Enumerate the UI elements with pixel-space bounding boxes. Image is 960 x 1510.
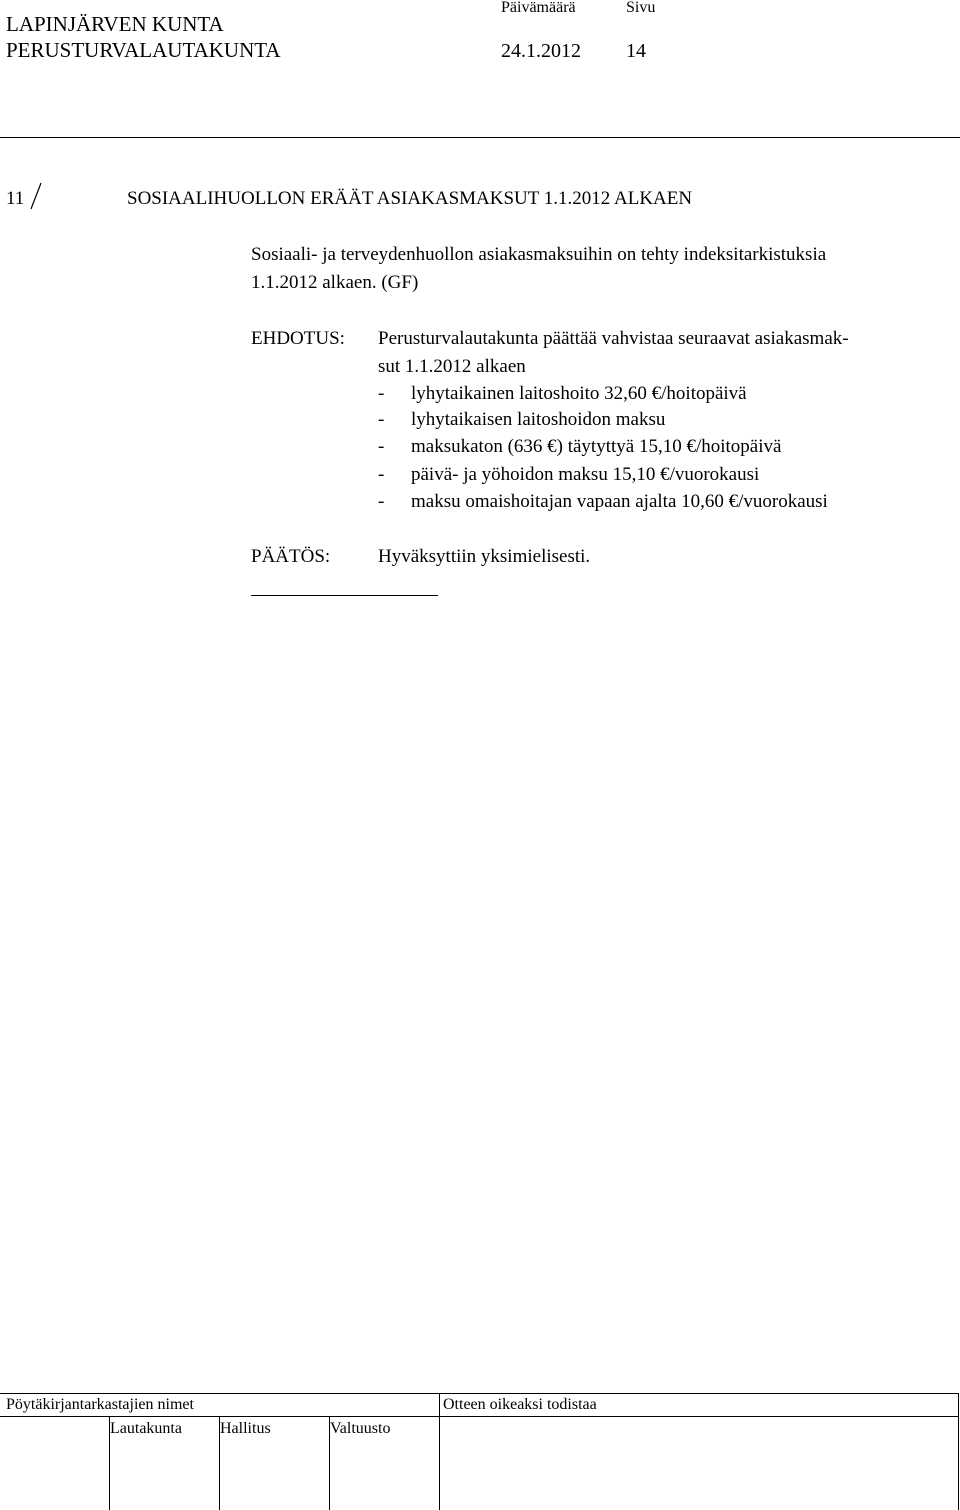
column-lautakunta: Lautakunta	[110, 1420, 182, 1437]
fee-item-text: lyhytaikainen laitoshoito 32,60 €/hoitopäivä	[411, 383, 747, 404]
intro-line-2: 1.1.2012 alkaen. (GF)	[251, 272, 419, 293]
page-number: 14	[626, 40, 646, 62]
fee-item-dash: -	[378, 436, 385, 457]
fee-item-dash: -	[378, 383, 385, 404]
column-valtuusto: Valtuusto	[330, 1420, 391, 1437]
section-end-rule	[251, 595, 438, 596]
fee-item-text: lyhytaikaisen laitoshoidon maksu	[411, 409, 666, 430]
date-label: Päivämäärä	[501, 0, 576, 16]
decision-label: PÄÄTÖS:	[251, 546, 331, 567]
proposal-label: EHDOTUS:	[251, 328, 345, 349]
section-sign-icon	[30, 181, 42, 211]
header-rule	[0, 137, 960, 138]
intro-line-1: Sosiaali- ja terveydenhuollon asiakasmaksuihin on tehty indeksitarkistuksia	[251, 244, 827, 265]
fee-item-dash: -	[378, 409, 385, 430]
section-number: 11	[6, 188, 25, 209]
meeting-date: 24.1.2012	[501, 40, 581, 62]
fee-item-dash: -	[378, 491, 385, 512]
board-name: PERUSTURVALAUTAKUNTA	[6, 38, 281, 62]
municipality-name: LAPINJÄRVEN KUNTA	[6, 12, 224, 36]
proposal-line-1: Perusturvalautakunta päättää vahvistaa seuraavat asiakasmak-	[378, 328, 849, 349]
footer-valtuusto-divider	[329, 1416, 330, 1510]
column-hallitus: Hallitus	[220, 1420, 271, 1437]
page-label: Sivu	[626, 0, 656, 16]
proposal-line-2: sut 1.1.2012 alkaen	[378, 356, 526, 377]
certify-label: Otteen oikeaksi todistaa	[443, 1396, 597, 1413]
fee-item-dash: -	[378, 464, 385, 485]
fee-item-text: päivä- ja yöhoidon maksu 15,10 €/vuorokausi	[411, 464, 760, 485]
checkers-label: Pöytäkirjantarkastajien nimet	[6, 1396, 194, 1413]
footer-row-divider	[0, 1416, 958, 1417]
fee-item-text: maksukaton (636 €) täytyttyä 15,10 €/hoitopäivä	[411, 436, 782, 457]
footer-lautakunta-divider	[109, 1416, 110, 1510]
decision-text: Hyväksyttiin yksimielisesti.	[378, 546, 591, 567]
fee-item-text: maksu omaishoitajan vapaan ajalta 10,60 €/vuorokausi	[411, 491, 828, 512]
footer-hallitus-divider	[219, 1416, 220, 1510]
footer-column-divider	[439, 1393, 440, 1510]
section-title: SOSIAALIHUOLLON ERÄÄT ASIAKASMAKSUT 1.1.2012 ALKAEN	[127, 188, 693, 209]
